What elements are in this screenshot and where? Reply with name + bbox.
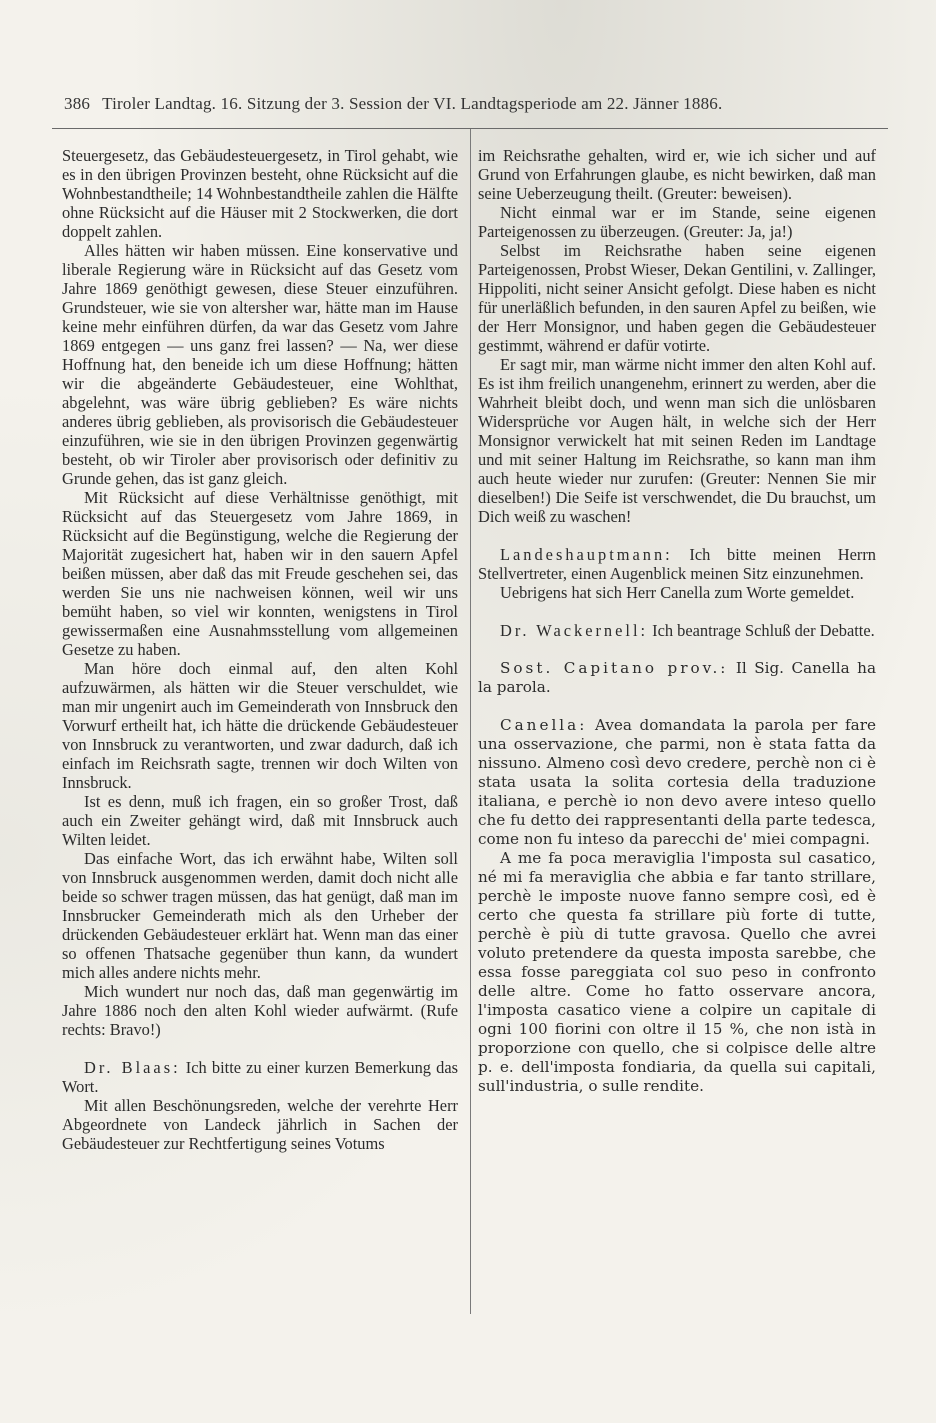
speech-text: Avea domandata la parola per fare una osservazione, che parmi, non è stata fatta da nissuno. Almeno così devo credere, perchè non ci è stata usata la solita cortesia della traduzione italiana, e perchè io non devo avere inteso quello che fu detto dei rappresentanti della parte tedesca, come non fu inteso da parecchi de' miei compagni.	[478, 716, 876, 848]
running-head-title: Tiroler Landtag. 16. Sitzung der 3. Session der VI. Landtagsperiode am 22. Jänner 1886.	[102, 94, 723, 113]
speech-text: Ich bitte zu einer kurzen Bemerkung das Wort.	[62, 1058, 458, 1096]
paragraph: Selbst im Reichsrathe haben seine eigenen Parteigenossen, Probst Wieser, Dekan Gentilini, v. Zallinger, Hippoliti, nicht seiner Ansicht gefolgt. Diese haben es nicht für unerläßlich befunden, in den sauren Apfel zu beißen, wie der Herr Monsignor, und haben gegen die Gebäudesteuer gestimmt, während er dafür votirte.	[478, 241, 876, 355]
speech-paragraph	[478, 545, 876, 583]
right-column	[478, 146, 876, 1096]
paragraph: Uebrigens hat sich Herr Canella zum Worte gemeldet.	[500, 583, 855, 602]
paragraph: Alles hätten wir haben müssen. Eine konservative und liberale Regierung wäre in Rücksicht auf das Gesetz vom Jahre 1869 genöthigt gewesen, diese Steuer einzuführen. Grundsteuer, wie sie von altersher war, hätte man im Hause keine mehr einführen dürfen, da war das Gesetz vom Jahre 1869 entgegen — uns ganz frei lassen? — Na, wer diese Hoffnung hat, den beneide ich um diese Hoffnung; hätten wir die abgeänderte Gebäudesteuer, eine Wohlthat, abgelehnt, was wäre übrig geblieben? Es wäre nichts anderes übrig geblieben, als provisorisch die Gebäudesteuer einzuführen, wie sie in den übrigen Provinzen gegenwärtig besteht, ob wir Tiroler aber provisorisch oder definitiv zu Grunde gehen, das ist ganz gleich.	[62, 241, 458, 488]
running-head	[64, 94, 870, 114]
paragraph: Mit allen Beschönungsreden, welche der verehrte Herr Abgeordnete von Landeck jährlich in Sachen der Gebäudesteuer zur Rechtfertigung seines Votums	[62, 1096, 458, 1153]
speech-paragraph	[478, 621, 876, 640]
speaker-name: Sost. Capitano prov.:	[500, 659, 729, 677]
paragraph: im Reichsrathe gehalten, wird er, wie ich sicher und auf Grund von Erfahrungen glaube, es nicht bewirken, daß man seine Ueberzeugung theilt. (Greuter: beweisen).	[478, 146, 876, 203]
paragraph: A me fa poca meraviglia l'imposta sul casatico, né mi fa meraviglia che abbia e far tanto strillare, perchè le imposte nuove fanno sempre così, ed è certo che questa fa strillare più forte di tutte, perchè è più di tutte gravosa. Quello che avrei voluto pretendere da questa imposta sarebbe, che essa fosse pareggiata col suo peso in confronto delle altre. Come ho fatto osservare ancora, l'imposta casatico viene a colpire un capitale di ogni 100 fiorini con oltre il 15 %, che non istà in proporzione con quello, che si colpisce delle altre p. e. dell'imposta fondiaria, da quella sui capitali, sull'industria, o sulle rendite.	[478, 849, 876, 1095]
paragraph: Mich wundert nur noch das, daß man gegenwärtig im Jahre 1886 noch den alten Kohl wieder aufwärmt. (Rufe rechts: Bravo!)	[62, 982, 458, 1039]
speech-text: Ich beantrage Schluß der Debatte.	[648, 621, 875, 640]
paragraph: Nicht einmal war er im Stande, seine eigenen Parteigenossen zu überzeugen. (Greuter: Ja, ja!)	[478, 203, 876, 241]
speaker-name: Dr. Blaas:	[84, 1058, 181, 1077]
speech-paragraph	[478, 659, 876, 697]
page-number: 386	[64, 94, 91, 113]
speech-paragraph	[62, 1058, 458, 1096]
paragraph: Steuergesetz, das Gebäudesteuergesetz, in Tirol gehabt, wie es in den übrigen Provinzen besteht, ohne Rücksicht auf die Wohnbestandtheile; 14 Wohnbestandtheile zahlen die Hälfte ohne Rücksicht auf die Häuser mit 2 Stockwerken, die dort doppelt zahlen.	[62, 146, 458, 241]
column-divider	[470, 129, 471, 1314]
speech-paragraph	[478, 716, 876, 849]
paragraph: Man höre doch einmal auf, den alten Kohl aufzuwärmen, als hätten wir die Steuer verschuldet, wie man mir ungenirt auch im Gemeinderath von Innsbruck den Vorwurf ertheilt hat, ich hätte die drückende Gebäudesteuer von Innsbruck zu verantworten, und zwar dadurch, daß ich einfach im Reichsrath sagte, trennen wir doch Wilten von Innsbruck.	[62, 659, 458, 792]
paragraph: Ist es denn, muß ich fragen, ein so großer Trost, daß auch ein Zweiter gehängt wird, daß mit Innsbruck auch Wilten leidet.	[62, 792, 458, 849]
speaker-name: Dr. Wackernell:	[500, 621, 649, 640]
paragraph: Er sagt mir, man wärme nicht immer den alten Kohl auf. Es ist ihm freilich unangenehm, erinnert zu werden, aber die Wahrheit bleibt doch, und wenn man sich die unlösbaren Widersprüche vor Augen hält, in welche sich der Herr Monsignor verwickelt hat mit seinen Reden im Landtage und mit seiner Haltung im Reichsrathe, so kann man ihm auch heute wieder nur zurufen: (Greuter: Nennen Sie mir dieselben!) Die Seife ist verschwendet, die Du brauchst, um Dich weiß zu waschen!	[478, 355, 876, 526]
speech-text: Il Sig. Canella ha la parola.	[478, 659, 876, 696]
speaker-name: Canella:	[500, 716, 588, 734]
speech-text: Ich bitte meinen Herrn Stellvertreter, einen Augenblick meinen Sitz einzunehmen.	[478, 545, 876, 583]
left-column	[62, 146, 458, 1153]
paragraph: Das einfache Wort, das ich erwähnt habe, Wilten soll von Innsbruck ausgenommen werden, damit doch nicht alle beide so schwer tragen müssen, das hat genügt, daß man im Innsbrucker Gemeinderath mich als den Urheber der drückenden Gebäudesteuer erklärt hat. Wenn man das einer so offenen Thatsache gegenüber thun kann, da wundert mich alles andere nichts mehr.	[62, 849, 458, 982]
paragraph: Mit Rücksicht auf diese Verhältnisse genöthigt, mit Rücksicht auf das Steuergesetz vom Jahre 1869, in Rücksicht auf die Begünstigung, welche die Regierung der Majorität zugesichert hat, haben wir in den sauern Apfel beißen müssen, aber daß das mit Freude geschehen sei, das werden Sie uns nie nachweisen können, weil wir uns bemüht haben, so viel wir konnten, wenigstens in Tirol gewissermaßen eine Ausnahmsstellung vom allgemeinen Gesetze zu haben.	[62, 488, 458, 659]
speaker-name: Landeshauptmann:	[500, 545, 673, 564]
